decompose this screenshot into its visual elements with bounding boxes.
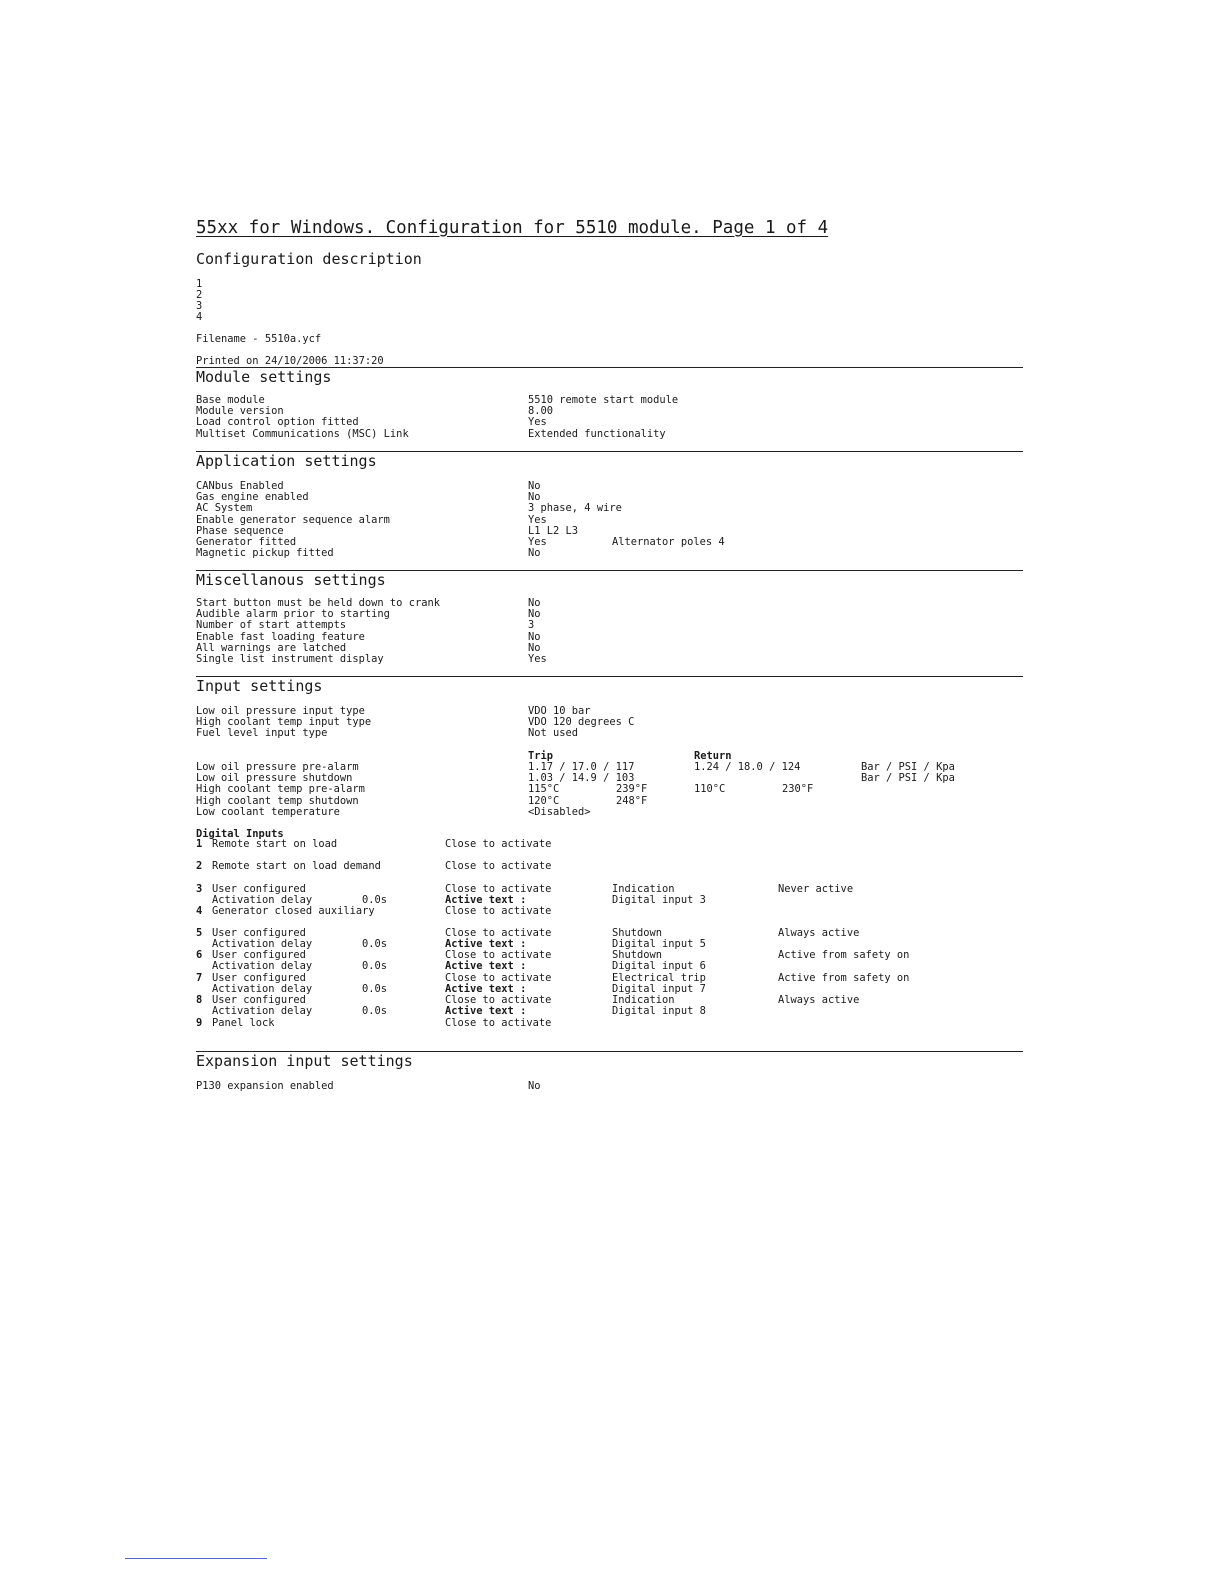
trip-header: Trip	[528, 750, 554, 762]
digital-input-number: 7	[196, 972, 203, 984]
module-settings-heading: Module settings	[196, 368, 334, 386]
application-setting-value: No	[528, 547, 541, 560]
filename: Filename - 5510a.ycf	[196, 333, 322, 345]
digital-input-action: Indication	[612, 994, 675, 1006]
expansion-setting-label: P130 expansion enabled	[196, 1080, 334, 1092]
misc-settings-heading: Miscellanous settings	[196, 571, 389, 589]
active-text-label: Active text :	[445, 938, 527, 951]
activation-delay-label: Activation delay	[212, 1005, 313, 1018]
threshold-return: 110°C	[694, 783, 726, 796]
return-header: Return	[694, 750, 732, 762]
misc-setting-value: No	[528, 597, 541, 609]
digital-input-name: Remote start on load demand	[212, 860, 381, 872]
module-setting-label: Base module	[196, 394, 265, 406]
digital-input-name: Remote start on load	[212, 838, 338, 850]
digital-inputs-heading: Digital Inputs	[196, 828, 284, 840]
application-setting-value: No	[528, 480, 541, 492]
threshold-label: High coolant temp pre-alarm	[196, 783, 365, 796]
digital-input-number: 4	[196, 905, 203, 917]
application-setting-label: Generator fitted	[196, 536, 297, 548]
digital-input-polarity: Close to activate	[445, 860, 552, 872]
active-text-label: Active text :	[445, 894, 527, 907]
config-line-2: 2	[196, 289, 203, 301]
digital-input-name: User configured	[212, 927, 306, 939]
expansion-setting-value: No	[528, 1080, 541, 1092]
threshold-trip-f: 239°F	[616, 783, 648, 796]
module-setting-label: Load control option fitted	[196, 416, 359, 429]
application-setting-label: Gas engine enabled	[196, 491, 309, 504]
threshold-label: Low oil pressure shutdown	[196, 772, 353, 785]
digital-input-polarity: Close to activate	[445, 838, 552, 850]
application-setting-value: L1 L2 L3	[528, 524, 579, 537]
active-text-value: Digital input 5	[612, 938, 706, 951]
digital-input-action: Electrical trip	[612, 972, 706, 984]
digital-input-arming: Always active	[778, 927, 860, 939]
misc-setting-label: Number of start attempts	[196, 619, 347, 632]
input-type-label: High coolant temp input type	[196, 716, 372, 729]
threshold-units: Bar / PSI / Kpa	[861, 761, 955, 773]
misc-setting-label: Single list instrument display	[196, 653, 384, 665]
application-setting-value: Yes	[528, 513, 547, 526]
digital-input-action: Shutdown	[612, 927, 663, 939]
application-setting-extra: Alternator poles 4	[612, 536, 725, 548]
input-type-value: Not used	[528, 727, 579, 740]
digital-input-action: Indication	[612, 883, 675, 895]
module-setting-value: 8.00	[528, 405, 554, 418]
digital-input-name: User configured	[212, 949, 306, 961]
application-setting-label: CANbus Enabled	[196, 480, 284, 492]
misc-setting-label: Start button must be held down to crank	[196, 597, 440, 609]
digital-input-name: User configured	[212, 994, 306, 1006]
digital-input-polarity: Close to activate	[445, 1017, 552, 1029]
activation-delay-label: Activation delay	[212, 938, 313, 951]
threshold-return-f: 230°F	[782, 783, 814, 796]
activation-delay-value: 0.0s	[362, 894, 388, 907]
application-setting-label: Phase sequence	[196, 524, 284, 537]
threshold-units: Bar / PSI / Kpa	[861, 772, 955, 785]
threshold-trip-f: 248°F	[616, 794, 648, 807]
application-setting-value: Yes	[528, 536, 547, 548]
activation-delay-label: Activation delay	[212, 894, 313, 907]
digital-input-polarity: Close to activate	[445, 883, 552, 895]
page-title: 55xx for Windows. Configuration for 5510 module. Page 1 of 4	[196, 218, 829, 238]
application-setting-label: AC System	[196, 502, 253, 515]
digital-input-action: Shutdown	[612, 949, 663, 961]
digital-input-name: Generator closed auxiliary	[212, 905, 375, 917]
activation-delay-value: 0.0s	[362, 1005, 388, 1018]
digital-input-name: User configured	[212, 883, 306, 895]
digital-input-polarity: Close to activate	[445, 949, 552, 961]
module-setting-value: Extended functionality	[528, 427, 666, 440]
active-text-label: Active text :	[445, 1005, 527, 1018]
input-settings-heading: Input settings	[196, 677, 325, 695]
digital-input-number: 8	[196, 994, 203, 1006]
threshold-trip: 1.17 / 17.0 / 117	[528, 761, 635, 773]
digital-input-number: 3	[196, 883, 203, 895]
activation-delay-value: 0.0s	[362, 983, 388, 996]
digital-input-number: 6	[196, 949, 203, 961]
active-text-label: Active text :	[445, 960, 527, 973]
footnote-separator	[125, 1558, 267, 1559]
module-setting-label: Module version	[196, 405, 284, 418]
application-setting-value: No	[528, 491, 541, 504]
active-text-value: Digital input 6	[612, 960, 706, 973]
active-text-value: Digital input 3	[612, 894, 706, 907]
application-settings-heading: Application settings	[196, 452, 380, 470]
config-line-4: 4	[196, 311, 203, 323]
application-setting-label: Enable generator sequence alarm	[196, 513, 390, 526]
module-setting-value: Yes	[528, 416, 547, 429]
threshold-trip: 115°C	[528, 783, 560, 796]
module-setting-value: 5510 remote start module	[528, 394, 679, 406]
application-setting-label: Magnetic pickup fitted	[196, 547, 334, 560]
misc-setting-value: No	[528, 641, 541, 654]
misc-setting-value: 3	[528, 619, 535, 632]
digital-input-number: 1	[196, 838, 203, 850]
threshold-return: 1.24 / 18.0 / 124	[694, 761, 801, 773]
threshold-label: Low oil pressure pre-alarm	[196, 761, 359, 773]
misc-setting-label: Audible alarm prior to starting	[196, 608, 390, 621]
activation-delay-value: 0.0s	[362, 938, 388, 951]
activation-delay-label: Activation delay	[212, 960, 313, 973]
application-setting-value: 3 phase, 4 wire	[528, 502, 622, 515]
digital-input-polarity: Close to activate	[445, 927, 552, 939]
module-setting-label: Multiset Communications (MSC) Link	[196, 427, 409, 440]
threshold-trip: 1.03 / 14.9 / 103	[528, 772, 635, 785]
digital-input-number: 9	[196, 1017, 203, 1029]
misc-setting-label: All warnings are latched	[196, 641, 347, 654]
misc-setting-value: No	[528, 608, 541, 621]
config-description-heading: Configuration description	[196, 250, 425, 268]
active-text-label: Active text :	[445, 983, 527, 996]
config-line-1: 1	[196, 278, 203, 290]
threshold-label: Low coolant temperature	[196, 805, 340, 818]
digital-input-number: 5	[196, 927, 203, 939]
input-type-value: VDO 10 bar	[528, 705, 591, 717]
digital-input-name: User configured	[212, 972, 306, 984]
digital-input-polarity: Close to activate	[445, 905, 552, 917]
input-type-label: Fuel level input type	[196, 727, 328, 740]
digital-input-arming: Active from safety on	[778, 949, 910, 961]
activation-delay-value: 0.0s	[362, 960, 388, 973]
threshold-label: High coolant temp shutdown	[196, 794, 359, 807]
digital-input-polarity: Close to activate	[445, 994, 552, 1006]
input-type-label: Low oil pressure input type	[196, 705, 365, 717]
misc-setting-label: Enable fast loading feature	[196, 630, 365, 643]
misc-setting-value: Yes	[528, 653, 547, 665]
digital-input-polarity: Close to activate	[445, 972, 552, 984]
digital-input-number: 2	[196, 860, 203, 872]
input-type-value: VDO 120 degrees C	[528, 716, 635, 729]
digital-input-name: Panel lock	[212, 1017, 275, 1029]
misc-setting-value: No	[528, 630, 541, 643]
active-text-value: Digital input 7	[612, 983, 706, 996]
printed-date: Printed on 24/10/2006 11:37:20	[196, 355, 384, 367]
expansion-settings-heading: Expansion input settings	[196, 1052, 416, 1070]
config-line-3: 3	[196, 300, 203, 312]
digital-input-arming: Always active	[778, 994, 860, 1006]
digital-input-arming: Never active	[778, 883, 854, 895]
threshold-trip: <Disabled>	[528, 805, 591, 818]
digital-input-arming: Active from safety on	[778, 972, 910, 984]
active-text-value: Digital input 8	[612, 1005, 706, 1018]
activation-delay-label: Activation delay	[212, 983, 313, 996]
threshold-trip: 120°C	[528, 794, 560, 807]
